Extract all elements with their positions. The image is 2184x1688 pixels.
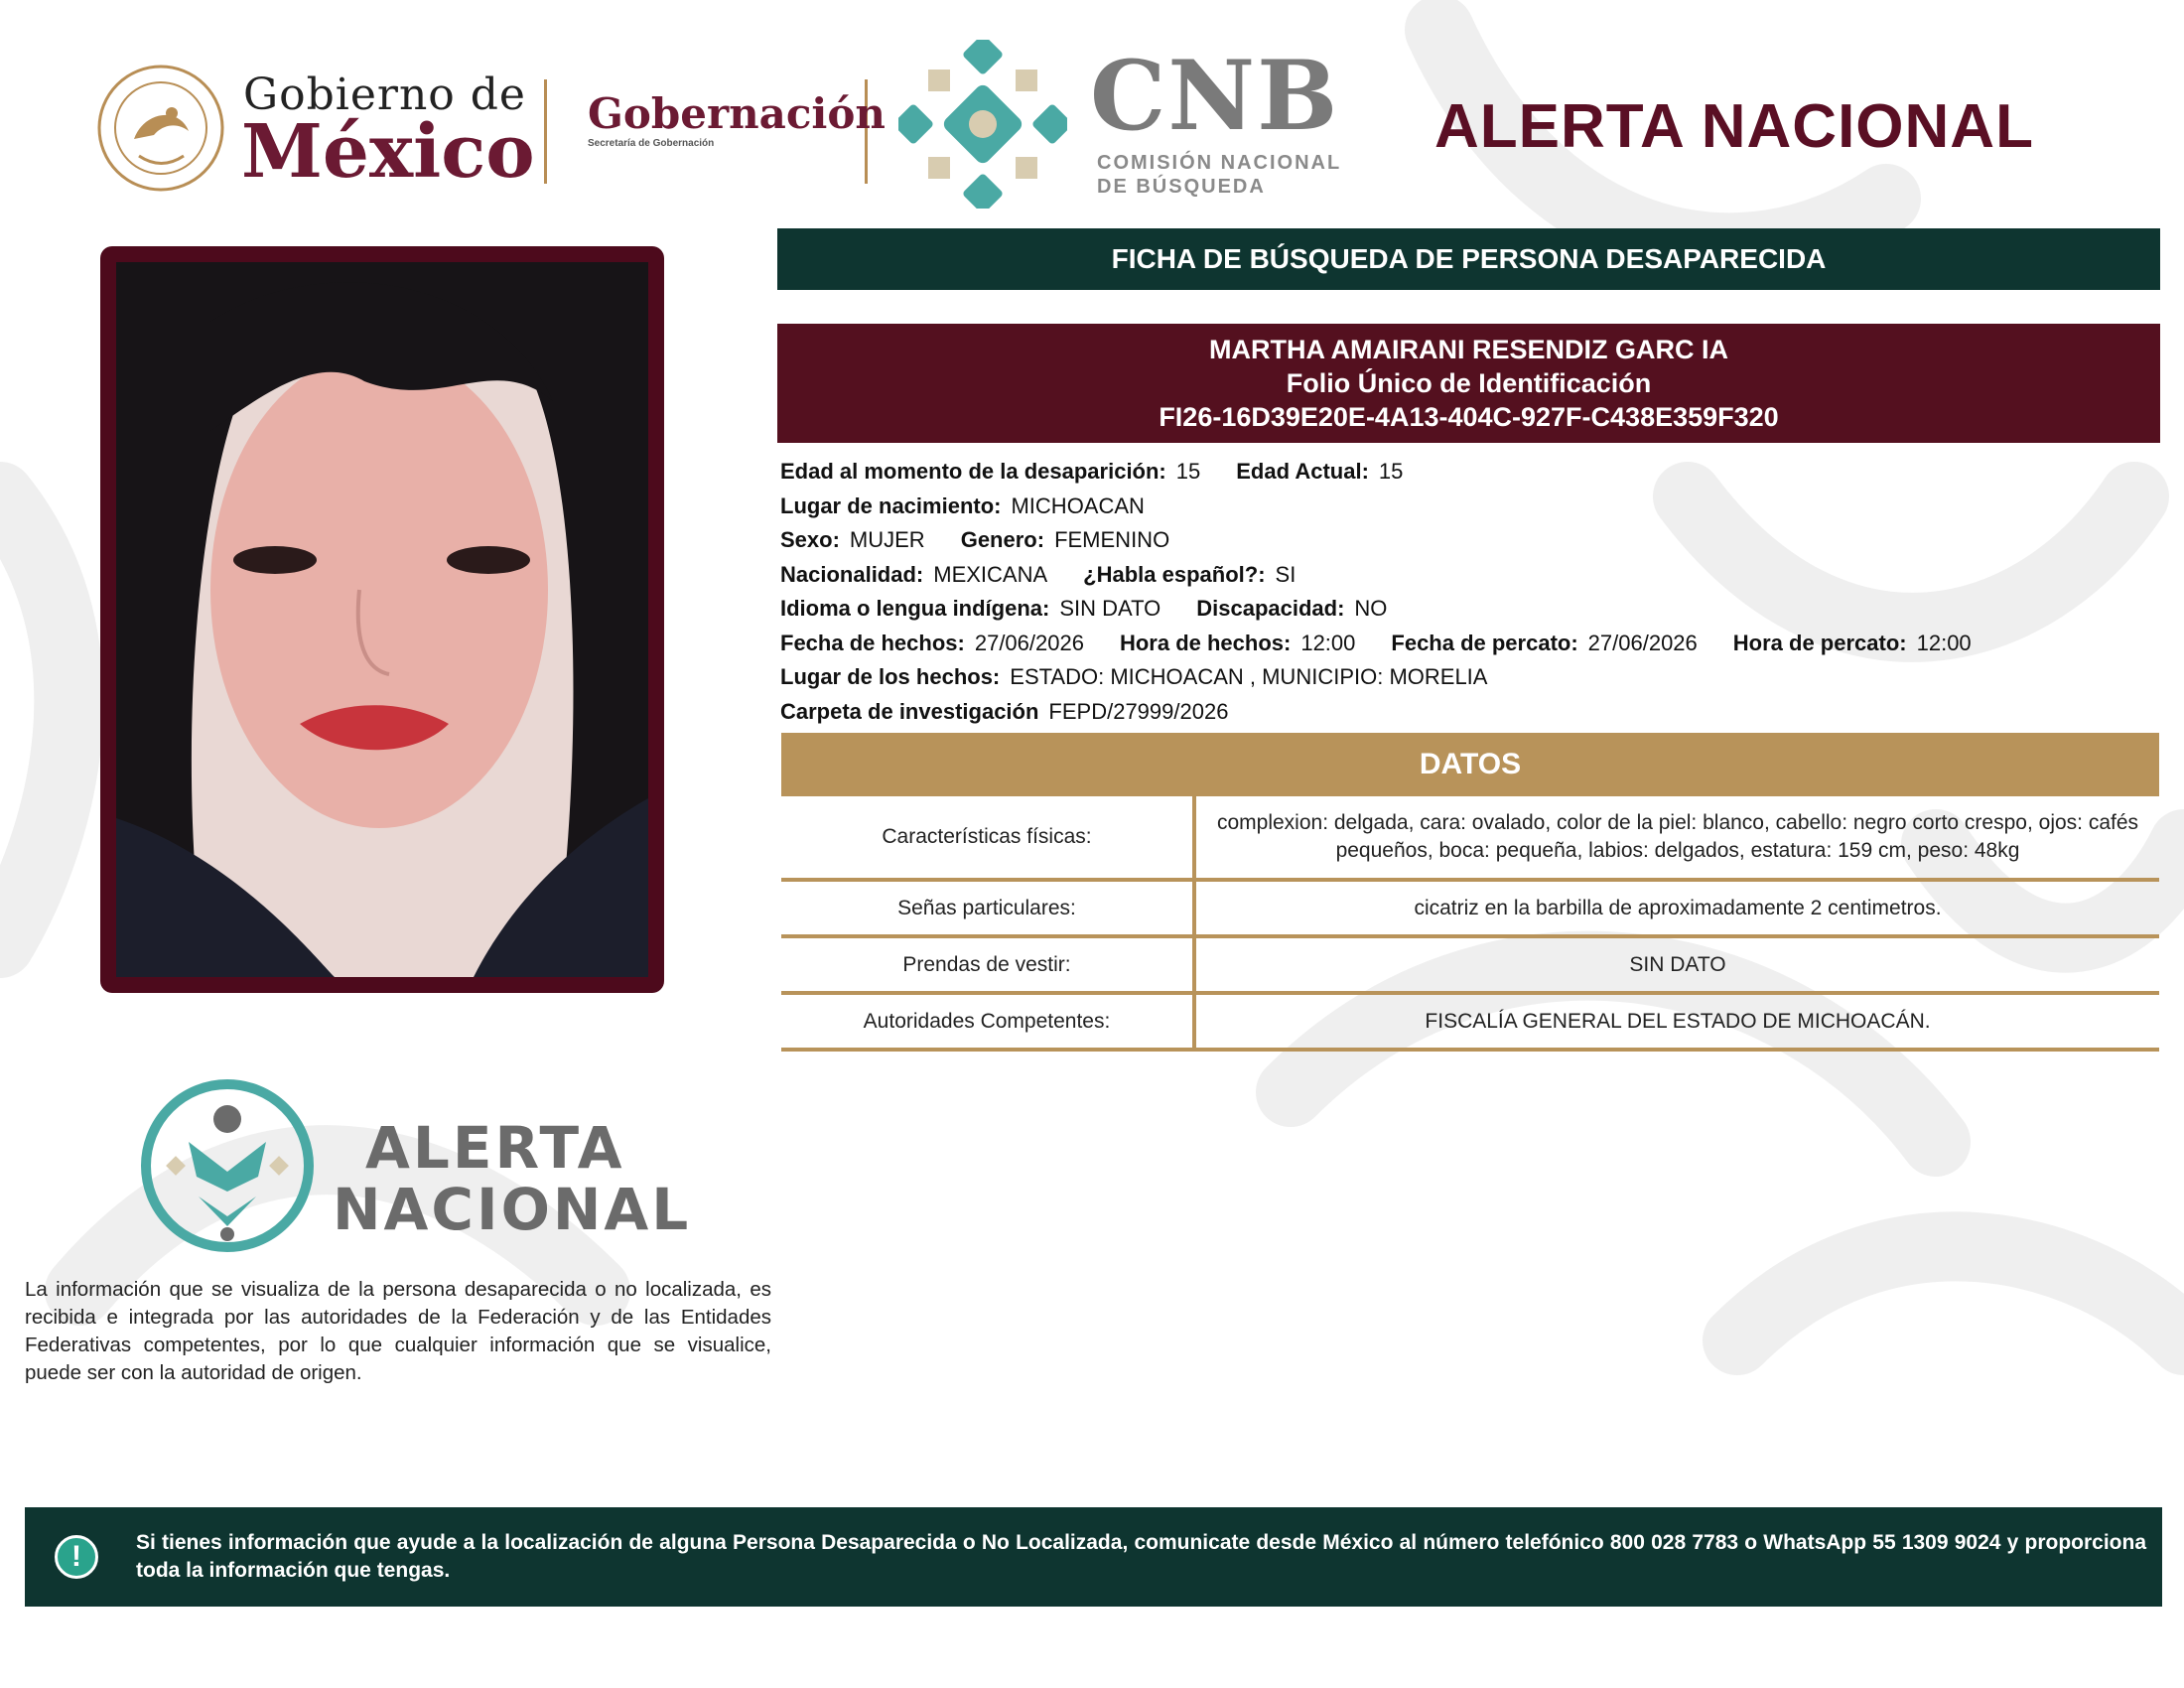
- alert-title: ALERTA NACIONAL: [1434, 92, 2034, 161]
- table-row: [781, 880, 2159, 936]
- cnb-subtitle-line2: DE BÚSQUEDA: [1097, 176, 1266, 198]
- divider: [544, 79, 547, 184]
- info-label: Carpeta de investigación: [780, 698, 1039, 724]
- cnb-emblem-icon: [898, 40, 1067, 209]
- gobernacion-subtitle: Secretaría de Gobernación: [588, 138, 715, 149]
- info-row: [780, 627, 2160, 661]
- datos-table: [781, 796, 2159, 1052]
- photo-frame: [100, 246, 664, 993]
- info-row: [780, 660, 2160, 695]
- info-value: NO: [1354, 596, 1388, 621]
- table-key: Prendas de vestir:: [781, 936, 1194, 993]
- person-banner: [777, 324, 2160, 443]
- table-row: [781, 993, 2159, 1050]
- info-label: Sexo:: [780, 527, 840, 552]
- gobierno-de-text: Gobierno de: [243, 70, 526, 120]
- footer-banner: [25, 1507, 2162, 1607]
- table-value: SIN DATO: [1194, 936, 2159, 993]
- info-row: [780, 490, 2160, 524]
- folio-number: FI26-16D39E20E-4A13-404C-927F-C438E359F320: [1159, 402, 1779, 432]
- mexico-text: México: [241, 109, 535, 195]
- info-value: MUJER: [849, 527, 925, 552]
- info-label: Edad al momento de la desaparición:: [780, 459, 1166, 484]
- info-label: Discapacidad:: [1196, 596, 1345, 621]
- footer-text: Si tienes información que ayude a la localización de alguna Persona Desaparecida o No Localizada, comunicate desde México al número telefónico 800 028 7783 o WhatsApp 55 1309 9024 y proporciona toda la información que tengas.: [136, 1531, 2146, 1582]
- person-portrait-image: [116, 262, 648, 977]
- alerta-logo-text: [333, 1114, 692, 1243]
- info-value: FEMENINO: [1054, 527, 1170, 552]
- info-label: Idioma o lengua indígena:: [780, 596, 1050, 621]
- info-value: SIN DATO: [1059, 596, 1161, 621]
- person-photo: [116, 262, 648, 977]
- info-label: Nacionalidad:: [780, 561, 924, 587]
- info-row: [780, 455, 2160, 490]
- info-row: [780, 592, 2160, 627]
- table-value: cicatriz en la barbilla de aproximadamente 2 centimetros.: [1194, 880, 2159, 936]
- cnb-text: CNB: [1090, 40, 1340, 152]
- alert-icon: !: [55, 1535, 98, 1579]
- table-value: complexion: delgada, cara: ovalado, color de la piel: blanco, cabello: negro corto crespo, ojos: cafés pequeños, boca: pequeña, labios: delgados, estatura: 159 cm, peso: 48kg: [1194, 796, 2159, 880]
- table-key: Autoridades Competentes:: [781, 993, 1194, 1050]
- disclaimer-text: La información que se visualiza de la persona desaparecida o no localizada, es recibida e integrada por las autoridades de la Federación y de las Entidades Federativas competentes, por lo que cualquier información que se visualice, puede ser con la autoridad de origen.: [25, 1278, 771, 1384]
- table-key: Características físicas:: [781, 796, 1194, 880]
- table-row: [781, 796, 2159, 880]
- info-row: [780, 695, 2160, 730]
- info-label: Fecha de hechos:: [780, 630, 965, 655]
- info-value: MEXICANA: [933, 561, 1048, 587]
- info-label: Hora de percato:: [1732, 630, 1907, 655]
- info-label: ¿Habla español?:: [1083, 561, 1266, 587]
- info-value: 15: [1175, 459, 1201, 484]
- gobierno-logo: [94, 60, 535, 199]
- table-value: FISCALÍA GENERAL DEL ESTADO DE MICHOACÁN.: [1194, 993, 2159, 1050]
- info-label: Fecha de percato:: [1391, 630, 1578, 655]
- cnb-subtitle: [1097, 151, 1341, 199]
- alerta-emblem-icon: [139, 1077, 316, 1254]
- ficha-title-banner: FICHA DE BÚSQUEDA DE PERSONA DESAPARECIDA: [777, 228, 2160, 290]
- info-label: Genero:: [960, 527, 1045, 552]
- info-value: 12:00: [1300, 630, 1356, 655]
- info-value: 12:00: [1916, 630, 1972, 655]
- person-name: MARTHA AMAIRANI RESENDIZ GARC IA: [1209, 335, 1728, 364]
- info-label: Edad Actual:: [1236, 459, 1369, 484]
- info-value: 27/06/2026: [1587, 630, 1698, 655]
- info-row: [780, 523, 2160, 558]
- table-row: [781, 936, 2159, 993]
- datos-header: DATOS: [781, 733, 2159, 796]
- gobernacion-logo: [588, 89, 886, 149]
- table-key: Señas particulares:: [781, 880, 1194, 936]
- info-label: Lugar de nacimiento:: [780, 492, 1002, 518]
- info-value: MICHOACAN: [1011, 492, 1145, 518]
- alerta-logo-line2: NACIONAL: [333, 1176, 692, 1243]
- info-value: 27/06/2026: [974, 630, 1084, 655]
- info-label: Hora de hechos:: [1119, 630, 1292, 655]
- national-seal-icon: [94, 62, 227, 195]
- info-value: 15: [1378, 459, 1404, 484]
- person-info: [780, 455, 2160, 729]
- info-row: [780, 558, 2160, 593]
- gobernacion-text: Gobernación: [588, 89, 886, 138]
- info-value: SI: [1275, 561, 1297, 587]
- folio-label: Folio Único de Identificación: [1286, 368, 1652, 398]
- alerta-logo-line1: ALERTA: [365, 1114, 625, 1182]
- info-label: Lugar de los hechos:: [780, 664, 1001, 689]
- info-value: ESTADO: MICHOACAN , MUNICIPIO: MORELIA: [1010, 664, 1488, 689]
- cnb-subtitle-line1: COMISIÓN NACIONAL: [1097, 152, 1342, 174]
- info-value: FEPD/27999/2026: [1048, 698, 1229, 724]
